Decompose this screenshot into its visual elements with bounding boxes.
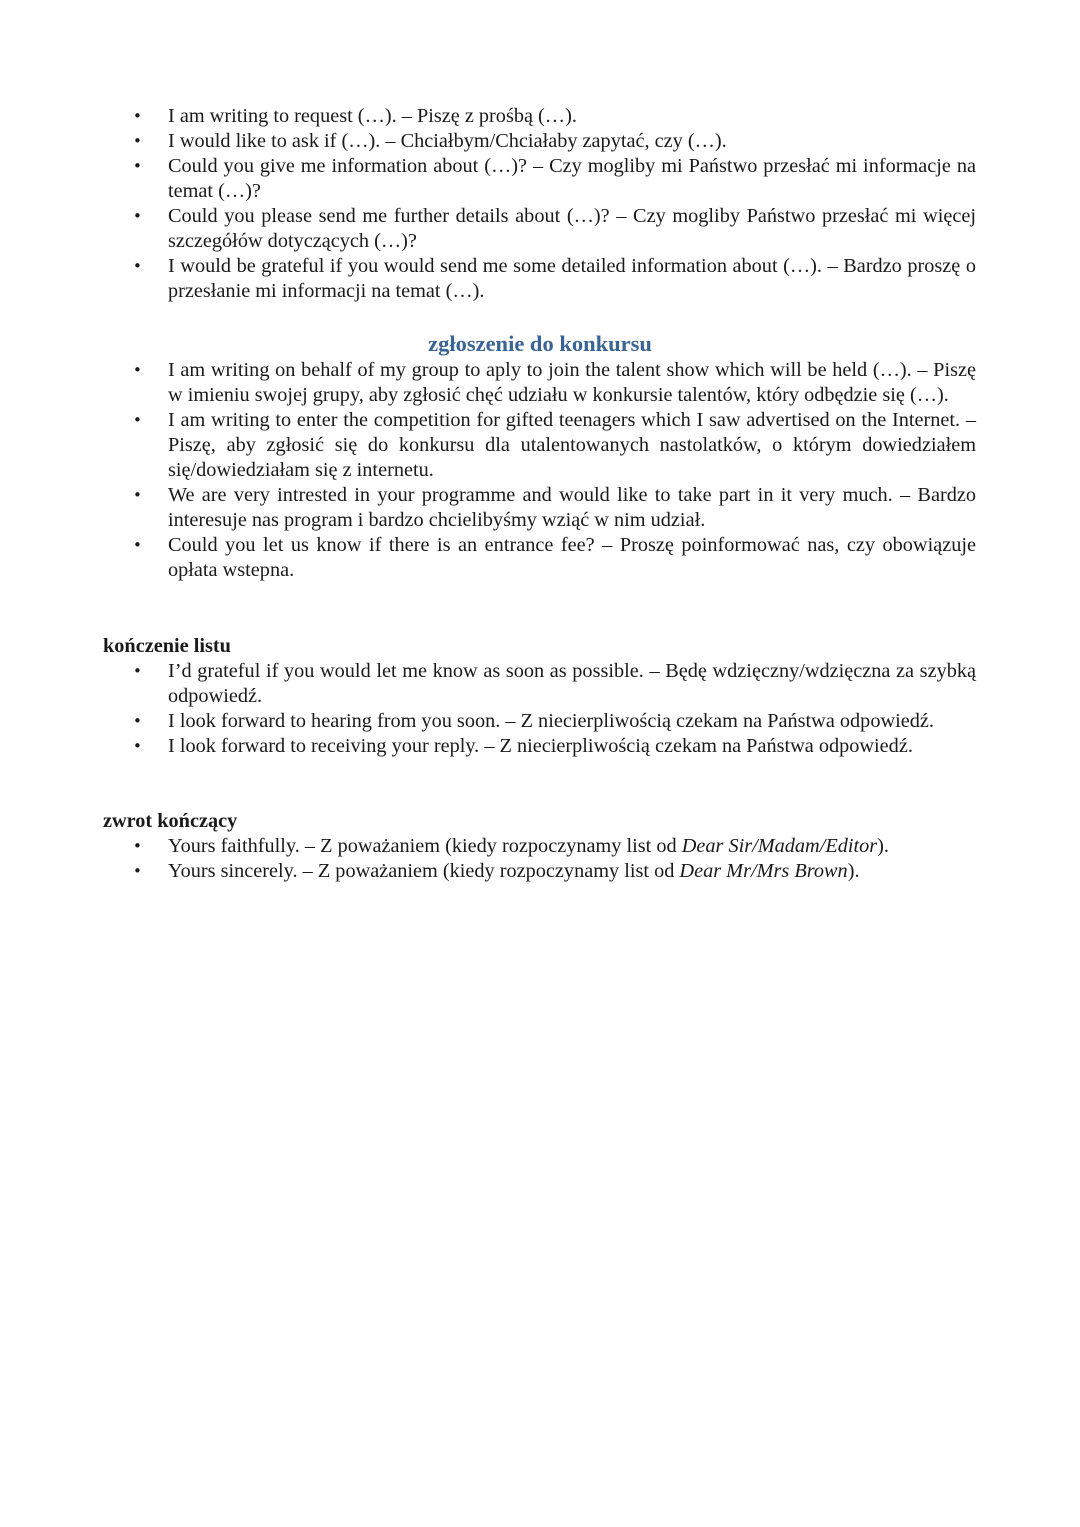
ending-heading: kończenie listu	[103, 635, 231, 657]
bullet-icon: •	[133, 157, 142, 175]
bullet-icon: •	[133, 361, 142, 379]
bullet-icon: •	[133, 107, 142, 125]
list-item: • Yours sincerely. – Z poważaniem (kiedy rozpoczynamy list od Dear Mr/Mrs Brown).	[133, 860, 860, 882]
competition-heading: zgłoszenie do konkursu	[428, 331, 652, 356]
list-item: • Could you let us know if there is an entrance fee? – Proszę poinformować nas, czy obowiązuje opłata wstepna.	[133, 534, 976, 581]
list-item: • Could you give me information about (…)? – Czy mogliby mi Państwo przesłać mi informacje na temat (…)?	[133, 155, 976, 202]
request-phrases-list	[133, 104, 976, 304]
list-item: • I would be grateful if you would send me some detailed information about (…). – Bardzo proszę o przesłanie mi informacji na temat (…).	[133, 255, 976, 302]
list-item: • I look forward to hearing from you soon. – Z niecierpliwością czekam na Państwa odpowiedź.	[133, 710, 934, 732]
list-item: • Yours faithfully. – Z poważaniem (kiedy rozpoczynamy list od Dear Sir/Madam/Editor).	[133, 835, 889, 857]
list-item: • I would like to ask if (…). – Chciałbym/Chciałaby zapytać, czy (…).	[133, 130, 727, 152]
closing-heading: zwrot kończący	[103, 810, 238, 832]
bullet-icon: •	[133, 837, 142, 855]
bullet-icon: •	[133, 257, 142, 275]
bullet-icon: •	[133, 207, 142, 225]
list-item: • I am writing on behalf of my group to aply to join the talent show which will be held (…). – Piszę w imieniu swojej grupy, aby zgłosić chęć udziału w konkursie talentów, który odbędzie się (…).	[133, 359, 976, 406]
bullet-icon: •	[133, 662, 142, 680]
bullet-icon: •	[133, 862, 142, 880]
list-item: • I am writing to enter the competition for gifted teenagers which I saw advertised on the Internet. – Piszę, aby zgłosić się do konkursu dla utalentowanych nastolatków, o którym dowiedziałem się/dowiedziałam się z internetu.	[133, 409, 976, 481]
list-item: • We are very intrested in your programme and would like to take part in it very much. – Bardzo interesuje nas program i bardzo chcielibyśmy wziąć w nim udział.	[133, 484, 976, 531]
bullet-icon: •	[133, 536, 142, 554]
bullet-icon: •	[133, 712, 142, 730]
list-item: • I look forward to receiving your reply. – Z niecierpliwością czekam na Państwa odpowiedź.	[133, 735, 913, 757]
list-item: • Could you please send me further details about (…)? – Czy mogliby Państwo przesłać mi więcej szczegółów dotyczących (…)?	[133, 205, 976, 252]
bullet-icon: •	[133, 737, 142, 755]
ending-phrases-list	[133, 659, 976, 759]
list-item: • I’d grateful if you would let me know as soon as possible. – Będę wdzięczny/wdzięczna za szybką odpowiedź.	[133, 660, 976, 707]
list-item: • I am writing to request (…). – Piszę z prośbą (…).	[133, 105, 577, 127]
bullet-icon: •	[133, 132, 142, 150]
closing-phrases-list	[133, 834, 976, 884]
bullet-icon: •	[133, 411, 142, 429]
competition-phrases-list	[133, 358, 976, 583]
bullet-icon: •	[133, 486, 142, 504]
